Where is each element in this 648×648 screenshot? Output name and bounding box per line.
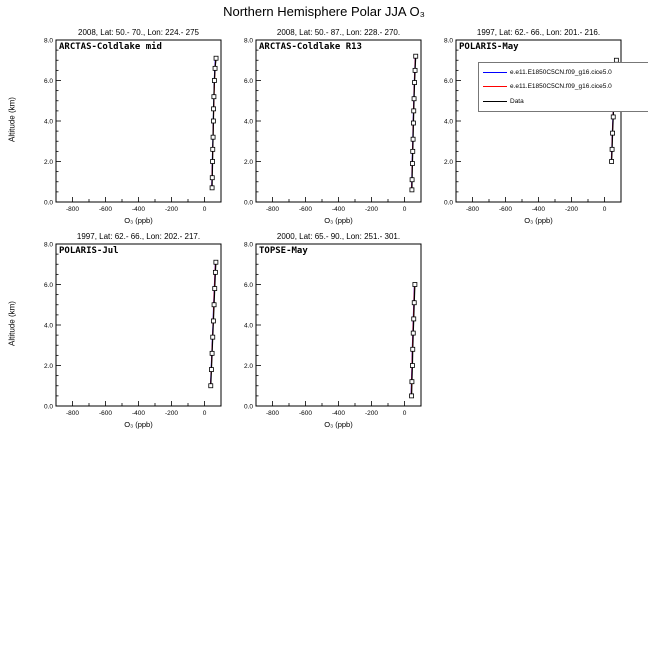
svg-text:-600: -600 <box>98 410 113 417</box>
svg-text:8.0: 8.0 <box>243 242 253 249</box>
legend-entry <box>483 83 648 90</box>
svg-text:2.0: 2.0 <box>43 363 53 370</box>
svg-text:0.0: 0.0 <box>43 199 53 207</box>
svg-text:6.0: 6.0 <box>43 282 53 289</box>
svg-text:8.0: 8.0 <box>243 38 253 45</box>
plot-canvas <box>226 38 431 238</box>
svg-text:6.0: 6.0 <box>43 78 53 85</box>
svg-text:-600: -600 <box>498 206 513 213</box>
legend-entry <box>483 98 648 105</box>
legend-label: e.e11.E1850C5CN.f09_g16.cice5.0 <box>510 83 612 91</box>
subplot-title: 1997, Lat: 62.- 66., Lon: 201.- 216. <box>476 28 601 37</box>
subplot-polaris-jul <box>7 232 231 442</box>
svg-text:-600: -600 <box>298 206 313 213</box>
svg-text:O₃ (ppb): O₃ (ppb) <box>524 216 553 225</box>
subplot-polaris-may <box>426 28 631 238</box>
svg-text:-800: -800 <box>65 206 80 213</box>
svg-text:8.0: 8.0 <box>43 38 53 45</box>
subplot-title: 2008, Lat: 50.- 70., Lon: 224.- 275 <box>78 28 199 37</box>
campaign-label: TOPSE-May <box>259 246 308 256</box>
legend <box>478 62 648 112</box>
svg-text:4.0: 4.0 <box>443 118 453 126</box>
y-axis-label: Altitude (km) <box>7 97 17 142</box>
svg-text:-200: -200 <box>164 410 179 417</box>
subplot-arctas-coldlake-r13 <box>226 28 431 238</box>
svg-text:0.0: 0.0 <box>243 403 253 411</box>
legend-line-data <box>483 101 507 102</box>
svg-text:4.0: 4.0 <box>43 322 53 330</box>
svg-text:O₃ (ppb): O₃ (ppb) <box>124 216 153 225</box>
svg-text:4.0: 4.0 <box>243 322 253 330</box>
svg-text:0: 0 <box>402 206 407 213</box>
legend-label: e.e11.E1850C5CN.f09_g16.cice5.0 <box>510 68 612 76</box>
svg-text:6.0: 6.0 <box>243 282 253 289</box>
subplot-topse-may <box>226 232 431 442</box>
svg-text:0: 0 <box>202 410 207 417</box>
svg-text:0: 0 <box>402 410 407 417</box>
svg-text:-400: -400 <box>331 206 346 213</box>
svg-text:8.0: 8.0 <box>443 38 453 45</box>
svg-text:6.0: 6.0 <box>243 78 253 85</box>
subplot-arctas-coldlake-mid <box>7 28 231 238</box>
svg-text:-400: -400 <box>531 206 546 213</box>
svg-text:2.0: 2.0 <box>243 159 253 166</box>
svg-text:0: 0 <box>202 206 207 213</box>
campaign-label: ARCTAS-Coldlake mid <box>59 42 162 52</box>
legend-line-model2 <box>483 86 507 87</box>
campaign-label: POLARIS-May <box>459 42 519 52</box>
svg-text:-800: -800 <box>265 410 280 417</box>
svg-text:6.0: 6.0 <box>443 78 453 85</box>
svg-text:2.0: 2.0 <box>443 159 453 166</box>
y-axis-label: Altitude (km) <box>7 301 17 346</box>
svg-text:-200: -200 <box>364 410 379 417</box>
svg-text:-400: -400 <box>331 410 346 417</box>
plot-canvas <box>26 242 231 442</box>
campaign-label: ARCTAS-Coldlake R13 <box>259 42 362 52</box>
figure-title: Northern Hemisphere Polar JJA O₃ <box>223 4 425 19</box>
svg-text:-800: -800 <box>65 410 80 417</box>
svg-text:0.0: 0.0 <box>43 403 53 411</box>
svg-text:0: 0 <box>602 206 607 213</box>
legend-line-model1 <box>483 72 507 73</box>
svg-text:-800: -800 <box>465 206 480 213</box>
subplot-title: 2000, Lat: 65.- 90., Lon: 251.- 301. <box>276 232 401 241</box>
svg-text:4.0: 4.0 <box>243 118 253 126</box>
svg-text:8.0: 8.0 <box>43 242 53 249</box>
svg-text:2.0: 2.0 <box>243 363 253 370</box>
subplot-title: 2008, Lat: 50.- 87., Lon: 228.- 270. <box>276 28 401 37</box>
svg-text:0.0: 0.0 <box>243 199 253 207</box>
subplot-title: 1997, Lat: 62.- 66., Lon: 202.- 217. <box>76 232 201 241</box>
svg-text:-200: -200 <box>564 206 579 213</box>
svg-text:-200: -200 <box>164 206 179 213</box>
svg-text:-200: -200 <box>364 206 379 213</box>
plot-canvas <box>226 242 431 442</box>
svg-text:4.0: 4.0 <box>43 118 53 126</box>
svg-text:O₃ (ppb): O₃ (ppb) <box>324 420 353 429</box>
campaign-label: POLARIS-Jul <box>59 246 119 256</box>
svg-text:-600: -600 <box>98 206 113 213</box>
plot-canvas <box>26 38 231 238</box>
svg-text:-400: -400 <box>131 410 146 417</box>
svg-text:0.0: 0.0 <box>443 199 453 207</box>
svg-text:O₃ (ppb): O₃ (ppb) <box>324 216 353 225</box>
svg-text:-800: -800 <box>265 206 280 213</box>
svg-text:-400: -400 <box>131 206 146 213</box>
legend-entry <box>483 69 648 76</box>
svg-text:-600: -600 <box>298 410 313 417</box>
svg-text:2.0: 2.0 <box>43 159 53 166</box>
svg-text:O₃ (ppb): O₃ (ppb) <box>124 420 153 429</box>
legend-label: Data <box>510 98 524 106</box>
